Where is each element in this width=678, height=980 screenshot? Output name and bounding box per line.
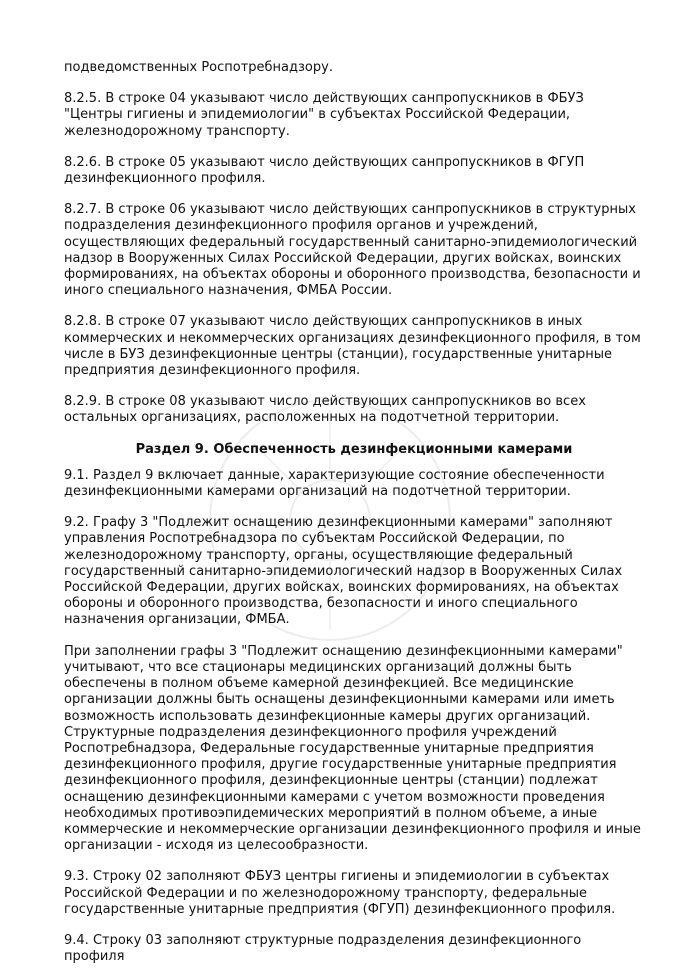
paragraph-continuation: подведомственных Роспотребнадзору. [64,60,333,75]
paragraph-8-2-8: 8.2.8. В строке 07 указывают число действующих санпропускников в иных коммерческих и некоммерческих организациях дезинфекционного профиля, в том числе в БУЗ дезинфекционные центры (станции), государственные унитарные предприятия дезинфекционного профиля. [64,314,641,379]
section-heading: Раздел 9. Обеспеченность дезинфекционными камерами [135,441,573,457]
paragraph-9-2: 9.2. Графу 3 "Подлежит оснащению дезинфекционными камерами" заполняют управления Роспотребнадзора по субъектам Российской Федерации, по железнодорожному транспорту, органы, осуществляющие федеральный государственный санитарно-эпидемиологический надзор в Вооруженных Силах Российской Федерации, других войсках, воинских формированиях, на объектах обороны и оборонного производства, безопасности и иного специального назначения организации, ФМБА. [64,515,623,628]
paragraph-8-2-6: 8.2.6. В строке 05 указывают число действующих санпропускников в ФГУП дезинфекционного профиля. [64,154,585,187]
paragraph-column-3-note: При заполнении графы 3 "Подлежит оснащению дезинфекционными камерами" учитывают, что все стационары медицинских организаций должны быть обеспечены в полном объеме камерной дезинфекцией. Все медицинские организации должны быть оснащены дезинфекционными камерами или иметь возможность использовать дезинфекционные камеры других организаций. Структурные подразделения дезинфекционного профиля учреждений Роспотребнадзора, Федеральные государственные унитарные предприятия дезинфекционного профиля, другие государственные унитарные предприятия дезинфекционного профиля, дезинфекционные центры (станции) подлежат оснащению дезинфекционными камерами с учетом возможности проведения необходимых противоэпидемических мероприятий в полном объеме, а иные коммерческие и некоммерческие организации дезинфекционного профиля и иные организации - исходя из целесообразности. [64,643,641,854]
paragraph-8-2-5: 8.2.5. В строке 04 указывают число действующих санпропускников в ФБУЗ "Центры гигиены и эпидемиологии" в субъектах Российской Федерации, железнодорожному транспорту. [64,91,584,139]
paragraph-8-2-7: 8.2.7. В строке 06 указывают число действующих санпропускников в структурных подразделения дезинфекционного профиля органов и учреждений, осуществляющих федеральный государственный санитарно-эпидемиологический надзор в Вооруженных Силах Российской Федерации, других войсках, воинских формированиях, на объектах обороны и оборонного производства, безопасности и иного специального назначения, ФМБА России. [64,202,641,299]
paragraph-9-4: 9.4. Строку 03 заполняют структурные подразделения дезинфекционного профиля [64,932,582,965]
paragraph-8-2-9: 8.2.9. В строке 08 указывают число действующих санпропускников во всех остальных организациях, расположенных на подотчетной территории. [64,394,586,426]
paragraph-9-1: 9.1. Раздел 9 включает данные, характеризующие состояние обеспеченности дезинфекционными камерами организаций на подотчетной территории. [64,467,605,500]
paragraph-9-3: 9.3. Строку 02 заполняют ФБУЗ центры гигиены и эпидемиологии в субъектах Российской Федерации и по железнодорожному транспорту, федеральные государственные унитарные предприятия (ФГУП) дезинфекционного профиля. [64,869,616,917]
document-page [64,60,644,980]
